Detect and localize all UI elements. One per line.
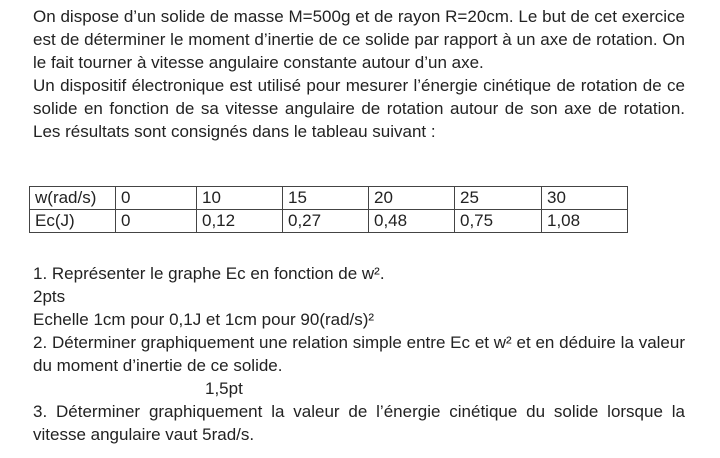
question-1: 1. Représenter le graphe Ec en fonction de w². <box>33 264 385 283</box>
table-row <box>30 210 628 233</box>
table-cell: 0,48 <box>369 210 455 233</box>
table-cell: 0,75 <box>455 210 542 233</box>
question-1-points: 2pts <box>33 287 66 306</box>
table-row <box>30 187 628 210</box>
intro-paragraph-1: On dispose d’un solide de masse M=500g et de rayon R=20cm. Le but de cet exercice est de déterminer le moment d’inertie de ce solide par rapport à un axe de rotation. On le fait tourner à vitesse angulaire constante autour d’un axe. <box>33 7 685 72</box>
table-cell: 0 <box>116 187 197 210</box>
table-cell: 20 <box>369 187 455 210</box>
table-cell: 10 <box>197 187 283 210</box>
table-cell: 15 <box>283 187 369 210</box>
exercise-statement <box>33 5 685 143</box>
row-header-kinetic-energy: Ec(J) <box>30 210 116 233</box>
question-3: 3. Déterminer graphiquement la valeur de l’énergie cinétique du solide lorsque la vitesse angulaire vaut 5rad/s. <box>33 402 685 444</box>
intro-paragraph-2: Un dispositif électronique est utilisé pour mesurer l’énergie cinétique de rotation de ce solide en fonction de sa vitesse angulaire de rotation autour de son axe de rotation. Les résultats sont consignés dans le tableau suivant : <box>33 76 685 141</box>
row-header-angular-velocity: w(rad/s) <box>30 187 116 210</box>
table-cell: 25 <box>455 187 542 210</box>
table-cell: 30 <box>542 187 628 210</box>
table-cell: 1,08 <box>542 210 628 233</box>
table-cell: 0,12 <box>197 210 283 233</box>
question-2-points: 1,5pt <box>205 379 243 398</box>
question-1-scale: Echelle 1cm pour 0,1J et 1cm pour 90(rad/s)² <box>33 310 375 329</box>
measurements-table <box>29 186 628 233</box>
table-cell: 0,27 <box>283 210 369 233</box>
question-2: 2. Déterminer graphiquement une relation simple entre Ec et w² et en déduire la valeur du moment d’inertie de ce solide. <box>33 333 685 375</box>
questions-section <box>33 262 685 446</box>
table-cell: 0 <box>116 210 197 233</box>
